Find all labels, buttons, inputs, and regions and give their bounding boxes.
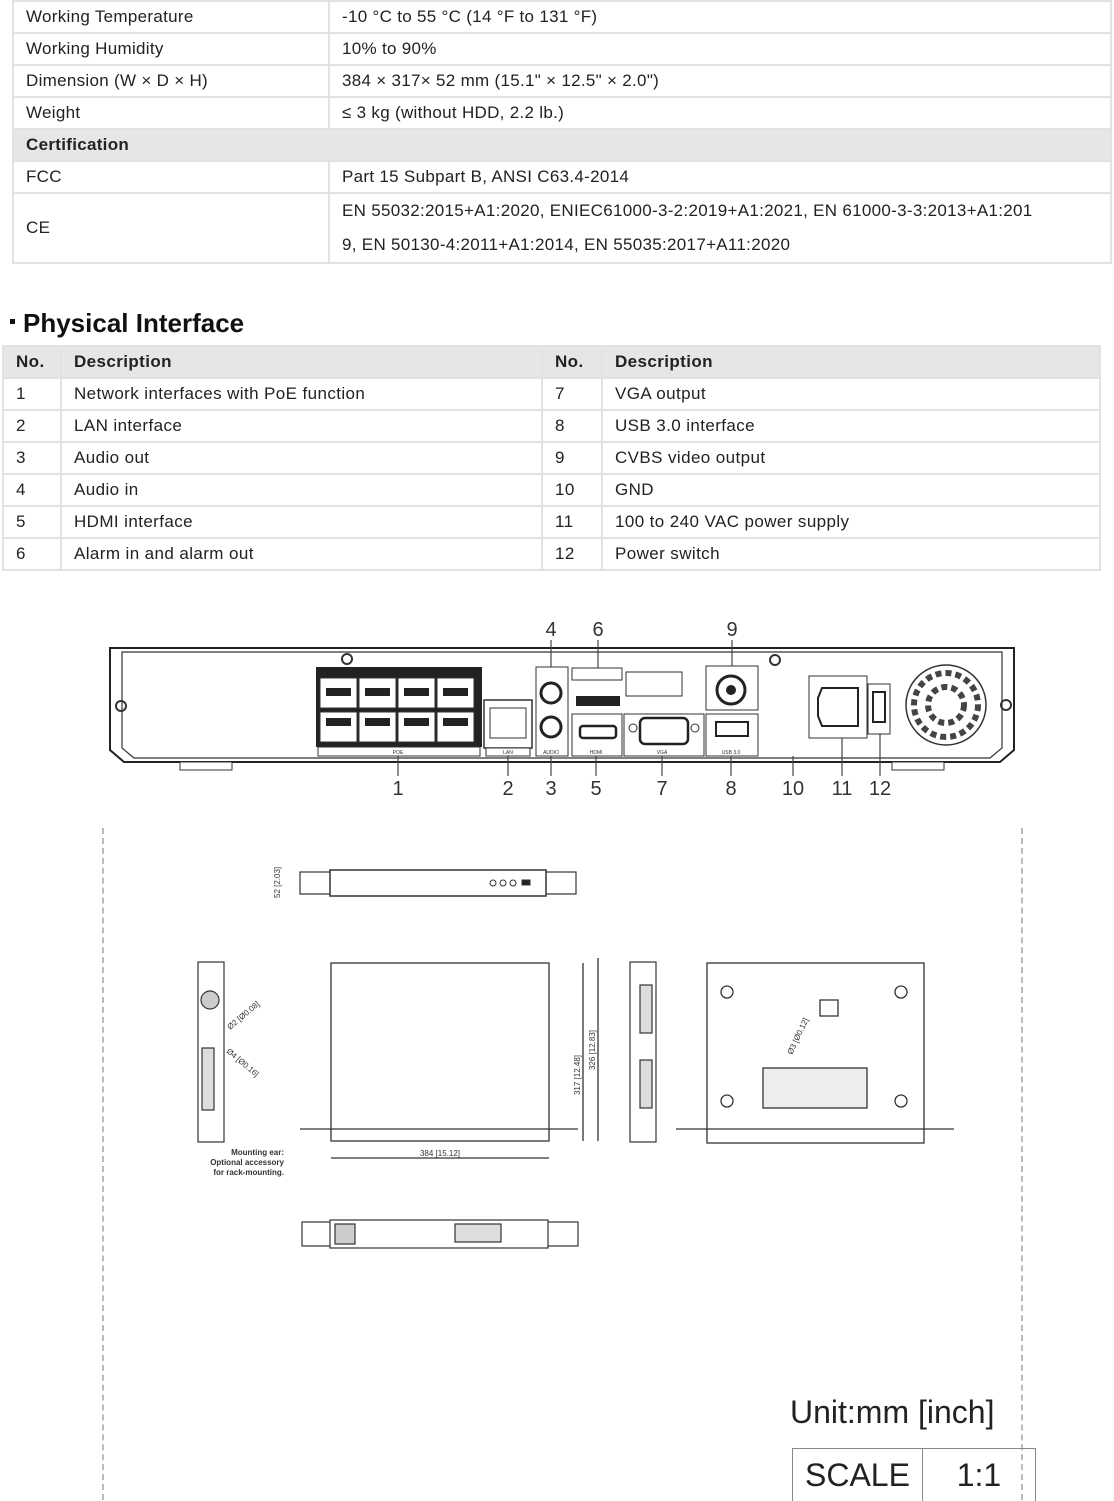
cell-no: 8 (542, 410, 602, 442)
cell-no: 9 (542, 442, 602, 474)
cell-desc: USB 3.0 interface (602, 410, 1100, 442)
scale-table (792, 1448, 1036, 1501)
cell-desc: VGA output (602, 378, 1100, 410)
spec-label: Working Humidity (13, 33, 329, 65)
cell-no: 1 (3, 378, 61, 410)
hole3-dimension: Ø3 [Ø0.12] (786, 1017, 811, 1056)
cell-desc: Power switch (602, 538, 1100, 570)
section-title-text: Physical Interface (23, 308, 244, 338)
cell-desc: Audio in (61, 474, 542, 506)
hole1-dimension: Ø2 [Ø0.08] (226, 999, 262, 1031)
scale-label: SCALE (793, 1449, 923, 1501)
cell-no: 12 (542, 538, 602, 570)
unit-label: Unit:mm [inch] (790, 1394, 994, 1431)
callout-8: 8 (725, 778, 736, 800)
callout-7: 7 (656, 778, 667, 800)
cell-no: 10 (542, 474, 602, 506)
height-dimension: 52 [2.03] (273, 867, 282, 898)
cell-desc: Audio out (61, 442, 542, 474)
spec-label: Working Temperature (13, 1, 329, 33)
poe-label: POE (393, 750, 404, 756)
cell-no: 4 (3, 474, 61, 506)
callout-9: 9 (726, 619, 737, 641)
cell-no: 7 (542, 378, 602, 410)
cell-desc: GND (602, 474, 1100, 506)
callout-11: 11 (832, 778, 853, 800)
ce-line-2: 9, EN 50130-4:2011+A1:2014, EN 55035:2017+A11:2020 (342, 228, 1098, 262)
callout-12: 12 (869, 778, 891, 800)
spec-value: -10 °C to 55 °C (14 °F to 131 °F) (329, 1, 1111, 33)
audio-label: AUDIO (543, 750, 559, 756)
hdmi-label: HDMI (590, 750, 603, 756)
callout-5: 5 (590, 778, 601, 800)
callout-10: 10 (782, 778, 804, 800)
cell-no: 5 (3, 506, 61, 538)
mounting-note-3: for rack-mounting. (213, 1168, 284, 1177)
col-header-no: No. (3, 346, 61, 378)
usb-label: USB 3.0 (722, 750, 741, 756)
spec-value: 384 × 317× 52 mm (15.1" × 12.5" × 2.0") (329, 65, 1111, 97)
front-view (300, 870, 576, 896)
spec-label: Dimension (W × D × H) (13, 65, 329, 97)
spec-value: 10% to 90% (329, 33, 1111, 65)
col-header-description: Description (61, 346, 542, 378)
scale-value: 1:1 (922, 1449, 1035, 1501)
depth-dimension: 317 [12.48] (573, 1055, 582, 1095)
callout-6: 6 (592, 619, 603, 641)
cell-no: 3 (3, 442, 61, 474)
cell-desc: CVBS video output (602, 442, 1100, 474)
callout-1: 1 (392, 778, 403, 800)
certification-heading: Certification (13, 129, 1111, 161)
mounting-note-2: Optional accessory (210, 1158, 284, 1167)
cell-no: 2 (3, 410, 61, 442)
cell-desc: 100 to 240 VAC power supply (602, 506, 1100, 538)
spec-value: Part 15 Subpart B, ANSI C63.4-2014 (329, 161, 1111, 193)
table-row (793, 1449, 1036, 1501)
cell-no: 6 (3, 538, 61, 570)
spec-value: ≤ 3 kg (without HDD, 2.2 lb.) (329, 97, 1111, 129)
hole2-dimension: Ø4 [Ø0.16] (225, 1047, 261, 1079)
width-dimension: 384 [15.12] (420, 1149, 460, 1158)
callout-4: 4 (545, 619, 556, 641)
mounting-note-1: Mounting ear: (231, 1148, 284, 1157)
cell-desc: Network interfaces with PoE function (61, 378, 542, 410)
ce-line-1: EN 55032:2015+A1:2020, ENIEC61000-3-2:2019+A1:2021, EN 61000-3-3:2013+A1:201 (342, 194, 1098, 228)
cell-desc: Alarm in and alarm out (61, 538, 542, 570)
col-header-no: No. (542, 346, 602, 378)
callout-2: 2 (502, 778, 513, 800)
cell-no: 11 (542, 506, 602, 538)
lan-label: LAN (503, 750, 513, 756)
cell-desc: LAN interface (61, 410, 542, 442)
depth-total-dimension: 326 [12.83] (588, 1030, 597, 1070)
spec-label: Weight (13, 97, 329, 129)
callout-3: 3 (545, 778, 556, 800)
vga-label: VGA (657, 750, 668, 756)
spec-label: CE (13, 193, 329, 263)
col-header-description: Description (602, 346, 1100, 378)
cell-desc: HDMI interface (61, 506, 542, 538)
spec-label: FCC (13, 161, 329, 193)
